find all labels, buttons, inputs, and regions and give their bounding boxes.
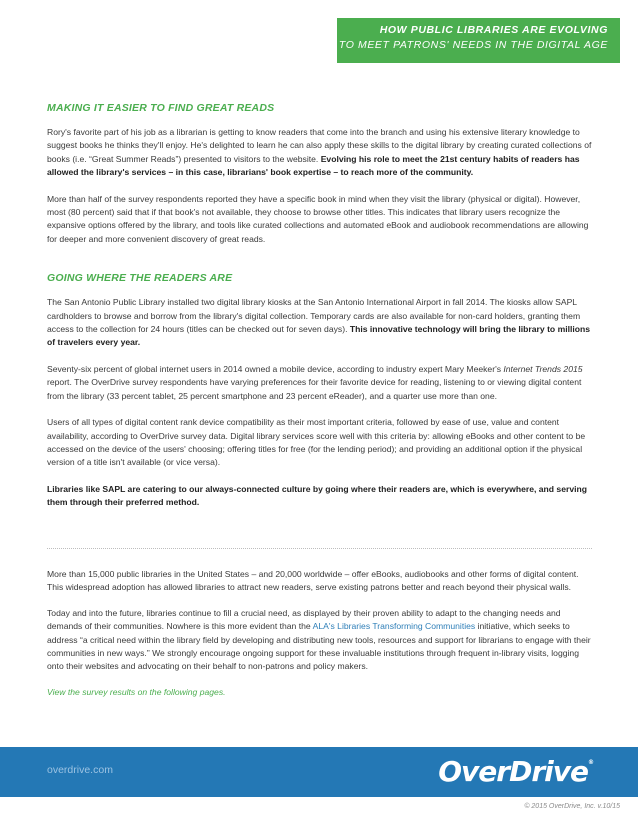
section-divider (47, 548, 592, 549)
paragraph (47, 363, 592, 403)
report-title: Internet Trends 2015 (503, 363, 583, 374)
registered-mark: ® (588, 759, 594, 766)
bold-highlight: This innovative technology will bring the library to millions of travelers every year. (47, 324, 591, 348)
section-heading-where-readers-are: GOING WHERE THE READERS ARE (47, 272, 233, 285)
ala-initiative-link[interactable]: ALA's Libraries Transforming Communities (312, 621, 476, 632)
header-banner (337, 18, 620, 63)
section-heading-find-great-reads: MAKING IT EASIER TO FIND GREAT READS (47, 102, 275, 114)
bold-highlight: Evolving his role to meet the 21st century habits of readers has allowed the library's services – in this case, librarians' book expertise – to reach more of the community. (47, 153, 580, 178)
logo-text: OverDrive (438, 755, 588, 788)
bold-paragraph: Libraries like SAPL are catering to our always-connected culture by going where their readers are, which is everywhere, and serving them through their preferred method. (47, 483, 588, 508)
paragraph-text: initiative, which seeks to address “a critical need within the library field by developing and distributing new tools, resources and support for librarians to engage with their communities in new ways.” We strongly encourage ongoing support for these invaluable institutions through frequent in-library visits, logging onto their websites and advocating on their behalf to non-patrons and policy makers. (47, 621, 591, 672)
paragraph-text: The San Antonio Public Library installed two digital library kiosks at the San Antonio International Airport in fall 2014. The kiosks allow SAPL cardholders to browse and borrow from the library's digital collection. Temporary cards are also available for non-card holders, granting them access to the collection for 24 hours (titles can be checked out for seven days). (47, 297, 581, 335)
paragraph-text: report. The OverDrive survey respondents have varying preferences for their favorite device for reading, listening to or viewing digital content from the library (33 percent tablet, 25 percent smartphone and 23 percent eReader), and a quarter use more than one. (47, 377, 582, 401)
paragraph: More than 15,000 public libraries in the United States – and 20,000 worldwide – offer eBooks, audiobooks and other forms of digital content. This widespread adoption has allowed libraries to attract new readers, serve existing patrons better and reach beyond their physical walls. (47, 569, 579, 593)
article-body (47, 101, 592, 510)
website-link[interactable]: overdrive.com (47, 764, 113, 776)
overdrive-logo (438, 755, 594, 788)
survey-results-cta: View the survey results on the following pages. (47, 686, 226, 697)
paragraph: More than half of the survey respondents reported they have a specific book in mind when they visit the library (physical or digital). However, most (80 percent) said that if that book's not available, they choose to browse other titles. This indicates that library users recognize the expansive options offered by the library, and tools like curated collections and automated eBook and audiobook recommendations are allowing for deeper and more convenient discovery of great reads. (47, 193, 589, 244)
paragraph (47, 296, 592, 350)
copyright-notice: © 2015 OverDrive, Inc. v.10/15 (524, 803, 620, 810)
paragraph-text: Seventy-six percent of global internet users in 2014 owned a mobile device, according to industry expert Mary Meeker's (47, 363, 504, 374)
footer-bar (0, 747, 638, 797)
banner-title: HOW PUBLIC LIBRARIES ARE EVOLVING (379, 24, 608, 36)
paragraph-text: Rory's favorite part of his job as a librarian is getting to know readers that come into the branch and using his extensive literary knowledge to suggest books he thinks they'll enjoy. He's delighted to learn he can also apply these skills to the digital library by creating curated collections of books (i.e. “Great Summer Reads”) presented to visitors to the website. (47, 127, 592, 164)
paragraph (47, 126, 592, 180)
closing-section (47, 568, 592, 699)
paragraph (47, 607, 592, 674)
banner-subtitle: TO MEET PATRONS' NEEDS IN THE DIGITAL AGE (338, 39, 608, 51)
paragraph: Users of all types of digital content rank device compatibility as their most important criteria, followed by ease of use, value and content availability, according to OverDrive survey data. Digital library services score well with this criteria by: allowing eBooks and other content to be accessed on the device of the users' choosing; offering titles for free (for the lending period); and providing an additional option if the physical version of a title isn't available (or vice versa). (47, 417, 586, 468)
paragraph-text: Today and into the future, libraries continue to fill a crucial need, as displayed by their proven ability to adapt to the changing needs and demands of their communities. Nowhere is this more evident than the (47, 607, 561, 632)
